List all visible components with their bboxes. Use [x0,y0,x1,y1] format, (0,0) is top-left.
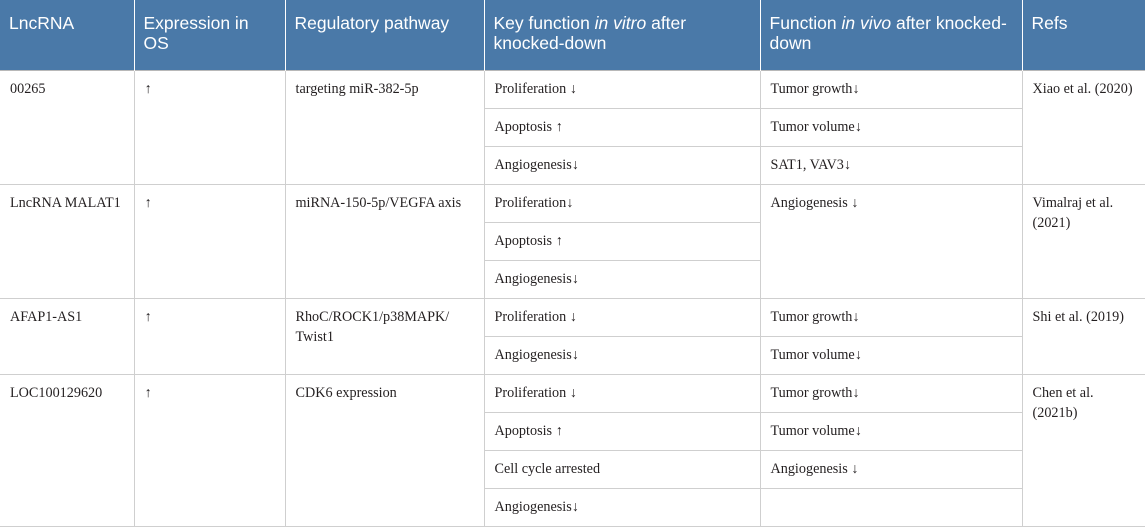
in-vivo-cell [760,488,1022,526]
in-vitro-cell: Cell cycle arrested [484,450,760,488]
in-vitro-cell: Angiogenesis↓ [484,146,760,184]
in-vivo-cell: Tumor growth↓ [760,70,1022,108]
in-vitro-cell: Angiogenesis↓ [484,488,760,526]
header-in-vivo-function: Function in vivo after knocked-down [760,0,1022,70]
pathway-cell: targeting miR-382-5p [285,70,484,184]
header-row [0,0,1145,70]
in-vivo-cell: SAT1, VAV3↓ [760,146,1022,184]
in-vivo-cell: Tumor volume↓ [760,336,1022,374]
header-refs: Refs [1022,0,1145,70]
in-vivo-cell: Tumor volume↓ [760,412,1022,450]
header-regulatory-pathway: Regulatory pathway [285,0,484,70]
in-vitro-cell: Apoptosis ↑ [484,108,760,146]
in-vitro-cell: Proliferation ↓ [484,298,760,336]
in-vivo-cell: Tumor growth↓ [760,374,1022,412]
expression-cell: ↑ [134,70,285,184]
in-vitro-cell: Angiogenesis↓ [484,336,760,374]
table-row [0,374,1145,412]
in-vivo-cell: Angiogenesis ↓ [760,450,1022,488]
in-vitro-cell: Proliferation ↓ [484,70,760,108]
in-vitro-cell: Apoptosis ↑ [484,412,760,450]
header-in-vitro-function: Key function in vitro after knocked-down [484,0,760,70]
in-vivo-cell: Angiogenesis ↓ [760,184,1022,298]
table-row [0,70,1145,108]
expression-cell: ↑ [134,374,285,526]
table-body [0,70,1145,526]
in-vitro-cell: Angiogenesis↓ [484,260,760,298]
lncrna-cell: 00265 [0,70,134,184]
pathway-cell: RhoC/ROCK1/p38MAPK/ Twist1 [285,298,484,374]
ref-cell: Shi et al. (2019) [1022,298,1145,374]
header-lncrna: LncRNA [0,0,134,70]
pathway-cell: CDK6 expression [285,374,484,526]
table-row [0,184,1145,222]
lncrna-cell: AFAP1-AS1 [0,298,134,374]
header-expression: Expression in OS [134,0,285,70]
in-vitro-cell: Proliferation ↓ [484,374,760,412]
table-header [0,0,1145,70]
in-vitro-cell: Proliferation↓ [484,184,760,222]
table-row [0,298,1145,336]
ref-cell: Chen et al. (2021b) [1022,374,1145,526]
lncrna-cell: LncRNA MALAT1 [0,184,134,298]
lncrna-cell: LOC100129620 [0,374,134,526]
expression-cell: ↑ [134,298,285,374]
in-vitro-cell: Apoptosis ↑ [484,222,760,260]
ref-cell: Xiao et al. (2020) [1022,70,1145,184]
expression-cell: ↑ [134,184,285,298]
pathway-cell: miRNA-150-5p/VEGFA axis [285,184,484,298]
in-vivo-cell: Tumor growth↓ [760,298,1022,336]
ref-cell: Vimalraj et al. (2021) [1022,184,1145,298]
in-vivo-cell: Tumor volume↓ [760,108,1022,146]
